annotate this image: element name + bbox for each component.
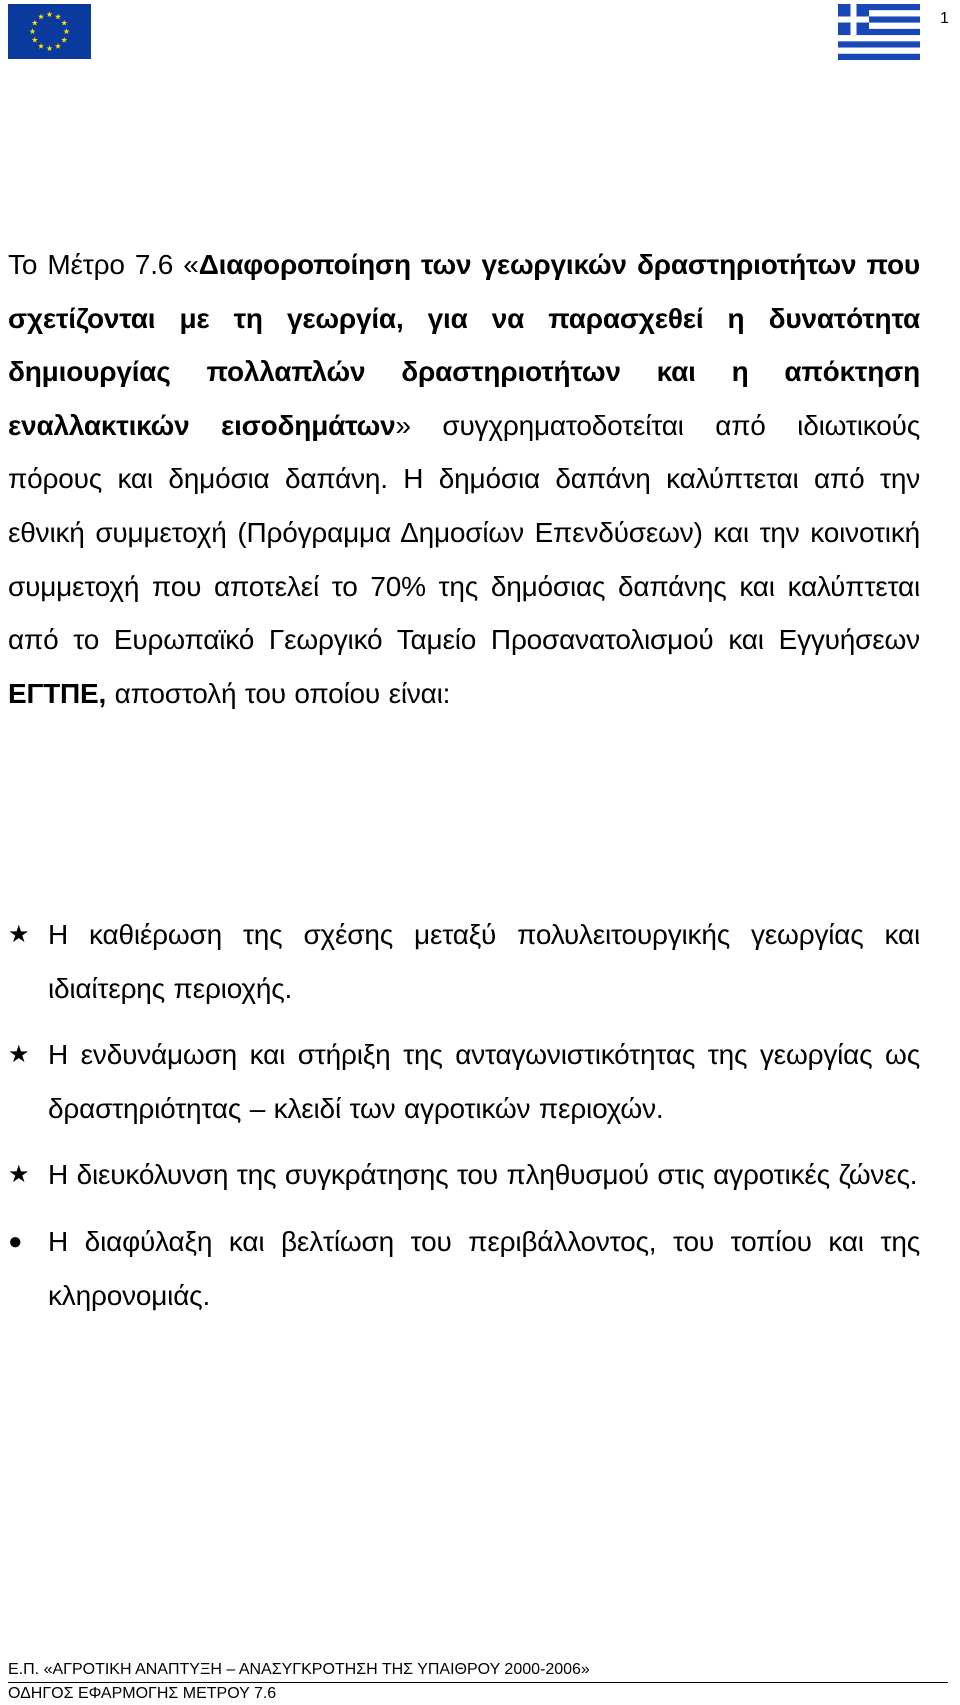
list-item (8, 1215, 920, 1322)
star-bullet-icon: ★ (8, 921, 30, 948)
main-paragraph (8, 238, 920, 720)
measure-title: Διαφοροποίηση των γεωργικών δραστηριοτήτων που σχετίζονται με τη γεωργία, για να παρασχεθεί η δυνατότητα δημιουργίας πολλαπλών δραστηριοτήτων και η απόκτηση εναλλακτικών εισοδημάτων (8, 249, 920, 441)
paragraph-text-part3: αποστολή του οποίου είναι: (106, 677, 451, 709)
list-item-text: Η ενδυνάμωση και στήριξη της ανταγωνιστικότητας της γεωργίας ως δραστηριότητας – κλειδί των αγροτικών περιοχών. (48, 1039, 920, 1124)
dot-bullet-icon: ● (8, 1227, 23, 1255)
list-item-text: Η καθιέρωση της σχέσης μεταξύ πολυλειτουργικής γεωργίας και ιδιαίτερης περιοχής. (48, 919, 920, 1004)
list-item (8, 908, 920, 1015)
list-item-text: Η διαφύλαξη και βελτίωση του περιβάλλοντος, του τοπίου και της κληρονομιάς. (48, 1225, 920, 1311)
eu-flag-icon (8, 4, 91, 59)
greece-flag-stripe (838, 54, 920, 60)
greece-flag-stripe (838, 48, 920, 54)
list-item-text: Η διευκόλυνση της συγκράτησης του πληθυσμού στις αγροτικές ζώνες. (48, 1159, 918, 1191)
list-item (8, 1148, 920, 1202)
star-bullet-icon: ★ (8, 1041, 30, 1069)
page-number: 1 (940, 10, 949, 27)
list-item (8, 1028, 920, 1135)
greece-flag-stripe (838, 35, 920, 41)
footer-divider (8, 1682, 948, 1683)
paragraph-text-part1: Το Μέτρο 7.6 « (8, 249, 199, 280)
greece-flag-stripe (838, 41, 920, 47)
footer-program-title: Ε.Π. «ΑΓΡΟΤΙΚΗ ΑΝΑΠΤΥΞΗ – ΑΝΑΣΥΓΚΡΟΤΗΣΗ ΤΗΣ ΥΠΑΙΘΡΟΥ 2000-2006» (8, 1661, 590, 1678)
objectives-list (8, 908, 920, 1335)
greece-flag-icon (838, 4, 920, 60)
fund-acronym: ΕΓΤΠΕ, (8, 677, 107, 709)
star-bullet-icon: ★ (8, 1161, 30, 1189)
footer-guide-title: ΟΔΗΓΟΣ ΕΦΑΡΜΟΓΗΣ ΜΕΤΡΟΥ 7.6 (8, 1685, 277, 1702)
paragraph-text-part2: » συγχρηματοδοτείται από ιδιωτικούς πόρους και δημόσια δαπάνη. Η δημόσια δαπάνη καλύπτεται από την εθνική συμμετοχή (Πρόγραμμα Δημοσίων Επενδύσεων) και την κοινοτική συμμετοχή που αποτελεί το 70% της δημόσιας δαπάνης και καλύπτεται από το Ευρωπαϊκό Γεωργικό Ταμείο Προσανατολισμού και Εγγυήσεων (8, 409, 920, 656)
